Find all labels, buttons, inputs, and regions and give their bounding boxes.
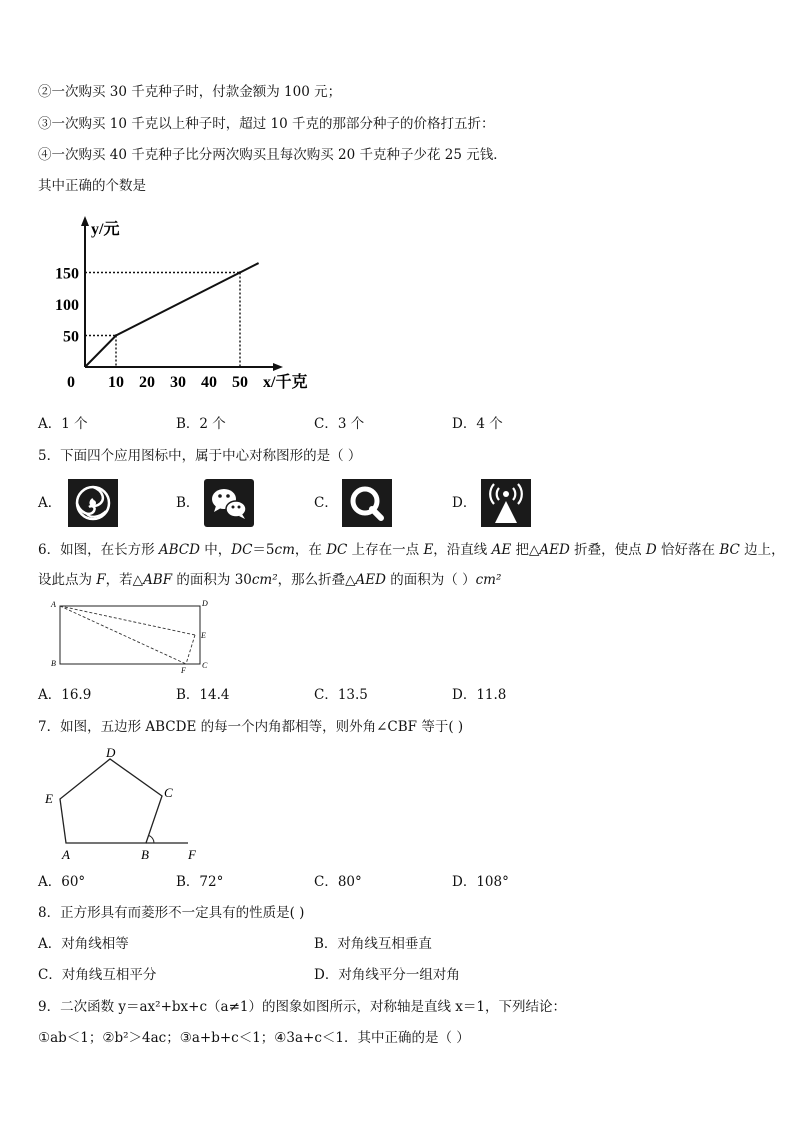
q6-label-e: E xyxy=(201,631,206,640)
q7-option-c[interactable]: C．80° xyxy=(314,874,362,890)
y-tick-label: 150 xyxy=(55,265,79,283)
x-tick-label: 20 xyxy=(139,374,155,391)
q6-option-c[interactable]: C．13.5 xyxy=(314,687,368,703)
q6-stem-line-2: 设此点为 F，若△ABF 的面积为 30cm²，那么折叠△AED 的面积为（ ）cm² xyxy=(38,572,502,588)
q6-label-d: D xyxy=(202,599,208,608)
q8-option-a[interactable]: A．对角线相等 xyxy=(38,936,129,952)
q7-stem: 7．如图，五边形 ABCDE 的每一个内角都相等，则外角∠CBF 等于( ) xyxy=(38,719,464,735)
q5-stem: 5．下面四个应用图标中，属于中心对称图形的是（ ） xyxy=(38,448,362,464)
x-axis-arrow xyxy=(273,363,283,371)
q7-pentagon-figure xyxy=(40,742,220,864)
y-axis-arrow xyxy=(81,216,89,226)
q7-label-a: A xyxy=(62,847,70,862)
q8-option-b[interactable]: B．对角线互相垂直 xyxy=(314,936,432,952)
q7-option-a[interactable]: A．60° xyxy=(38,874,86,890)
q4-prompt: 其中正确的个数是 xyxy=(38,178,146,194)
q6-label-c: C xyxy=(202,661,208,670)
q5-option-c-label[interactable]: C． xyxy=(314,495,338,511)
q7-option-d[interactable]: D．108° xyxy=(452,874,509,890)
q4-statement-2: ②一次购买 30 千克种子时，付款金额为 100 元； xyxy=(38,84,342,100)
q4-statement-4: ④一次购买 40 千克种子比分两次购买且每次购买 20 千克种子少花 25 元钱． xyxy=(38,147,507,163)
x-tick-label: 50 xyxy=(232,374,248,391)
q5-option-d-label[interactable]: D． xyxy=(452,495,477,511)
x-axis-label: x/千克 xyxy=(263,374,308,391)
q6-stem-line-1: 6．如图，在长方形 ABCD 中，DC＝5cm，在 DC 上存在一点 E，沿直线 AE 把△AED 折叠，使点 D 恰好落在 BC 边上， xyxy=(38,542,785,558)
magnifier-q-icon[interactable] xyxy=(342,479,392,527)
q4-line-chart xyxy=(55,212,325,397)
y-axis-label: y/元 xyxy=(91,221,120,238)
q4-option-a[interactable]: A．1 个 xyxy=(38,416,88,432)
q7-label-d: D xyxy=(106,745,116,760)
x-tick-label: 30 xyxy=(170,374,186,391)
q6-option-a[interactable]: A．16.9 xyxy=(38,687,92,703)
wechat-icon[interactable] xyxy=(204,479,254,527)
q8-option-d[interactable]: D．对角线平分一组对角 xyxy=(314,967,460,983)
q7-label-f: F xyxy=(188,847,196,862)
q4-option-d[interactable]: D．4 个 xyxy=(452,416,503,432)
q9-conclusions: ①ab＜1；②b²＞4ac；③a+b+c＜1；④3a+c＜1．其中正确的是（ ） xyxy=(38,1030,470,1046)
q8-stem: 8．正方形具有而菱形不一定具有的性质是( ) xyxy=(38,905,305,921)
q8-option-c[interactable]: C．对角线互相平分 xyxy=(38,967,157,983)
q7-option-b[interactable]: B．72° xyxy=(176,874,224,890)
q5-option-b-label[interactable]: B． xyxy=(176,495,200,511)
data-point xyxy=(115,334,117,336)
q7-label-b: B xyxy=(141,847,149,862)
y-tick-label: 100 xyxy=(55,297,79,314)
signal-tower-icon[interactable] xyxy=(481,479,531,527)
q9-stem: 9．二次函数 y＝ax²+bx+c（a≠1）的图象如图所示，对称轴是直线 x＝1，下列结论： xyxy=(38,999,566,1015)
q7-label-e: E xyxy=(45,791,53,806)
q6-option-b[interactable]: B．14.4 xyxy=(176,687,230,703)
origin-label: 0 xyxy=(67,374,75,391)
series-line xyxy=(85,263,259,367)
q6-option-d[interactable]: D．11.8 xyxy=(452,687,507,703)
q6-rectangle-figure xyxy=(48,596,218,676)
q6-label-a: A xyxy=(51,600,56,609)
q4-option-c[interactable]: C．3 个 xyxy=(314,416,365,432)
x-tick-label: 40 xyxy=(201,374,217,391)
q6-label-f: F xyxy=(181,666,186,675)
x-tick-label: 10 xyxy=(108,374,124,391)
q4-statement-3: ③一次购买 10 千克以上种子时，超过 10 千克的那部分种子的价格打五折： xyxy=(38,116,495,132)
q5-option-a-label[interactable]: A． xyxy=(38,495,62,511)
q4-option-b[interactable]: B．2 个 xyxy=(176,416,226,432)
q6-label-b: B xyxy=(51,659,56,668)
q7-label-c: C xyxy=(164,785,173,800)
y-tick-label: 50 xyxy=(63,328,79,346)
data-point xyxy=(239,271,241,273)
swirl-logo-icon[interactable] xyxy=(68,479,118,527)
